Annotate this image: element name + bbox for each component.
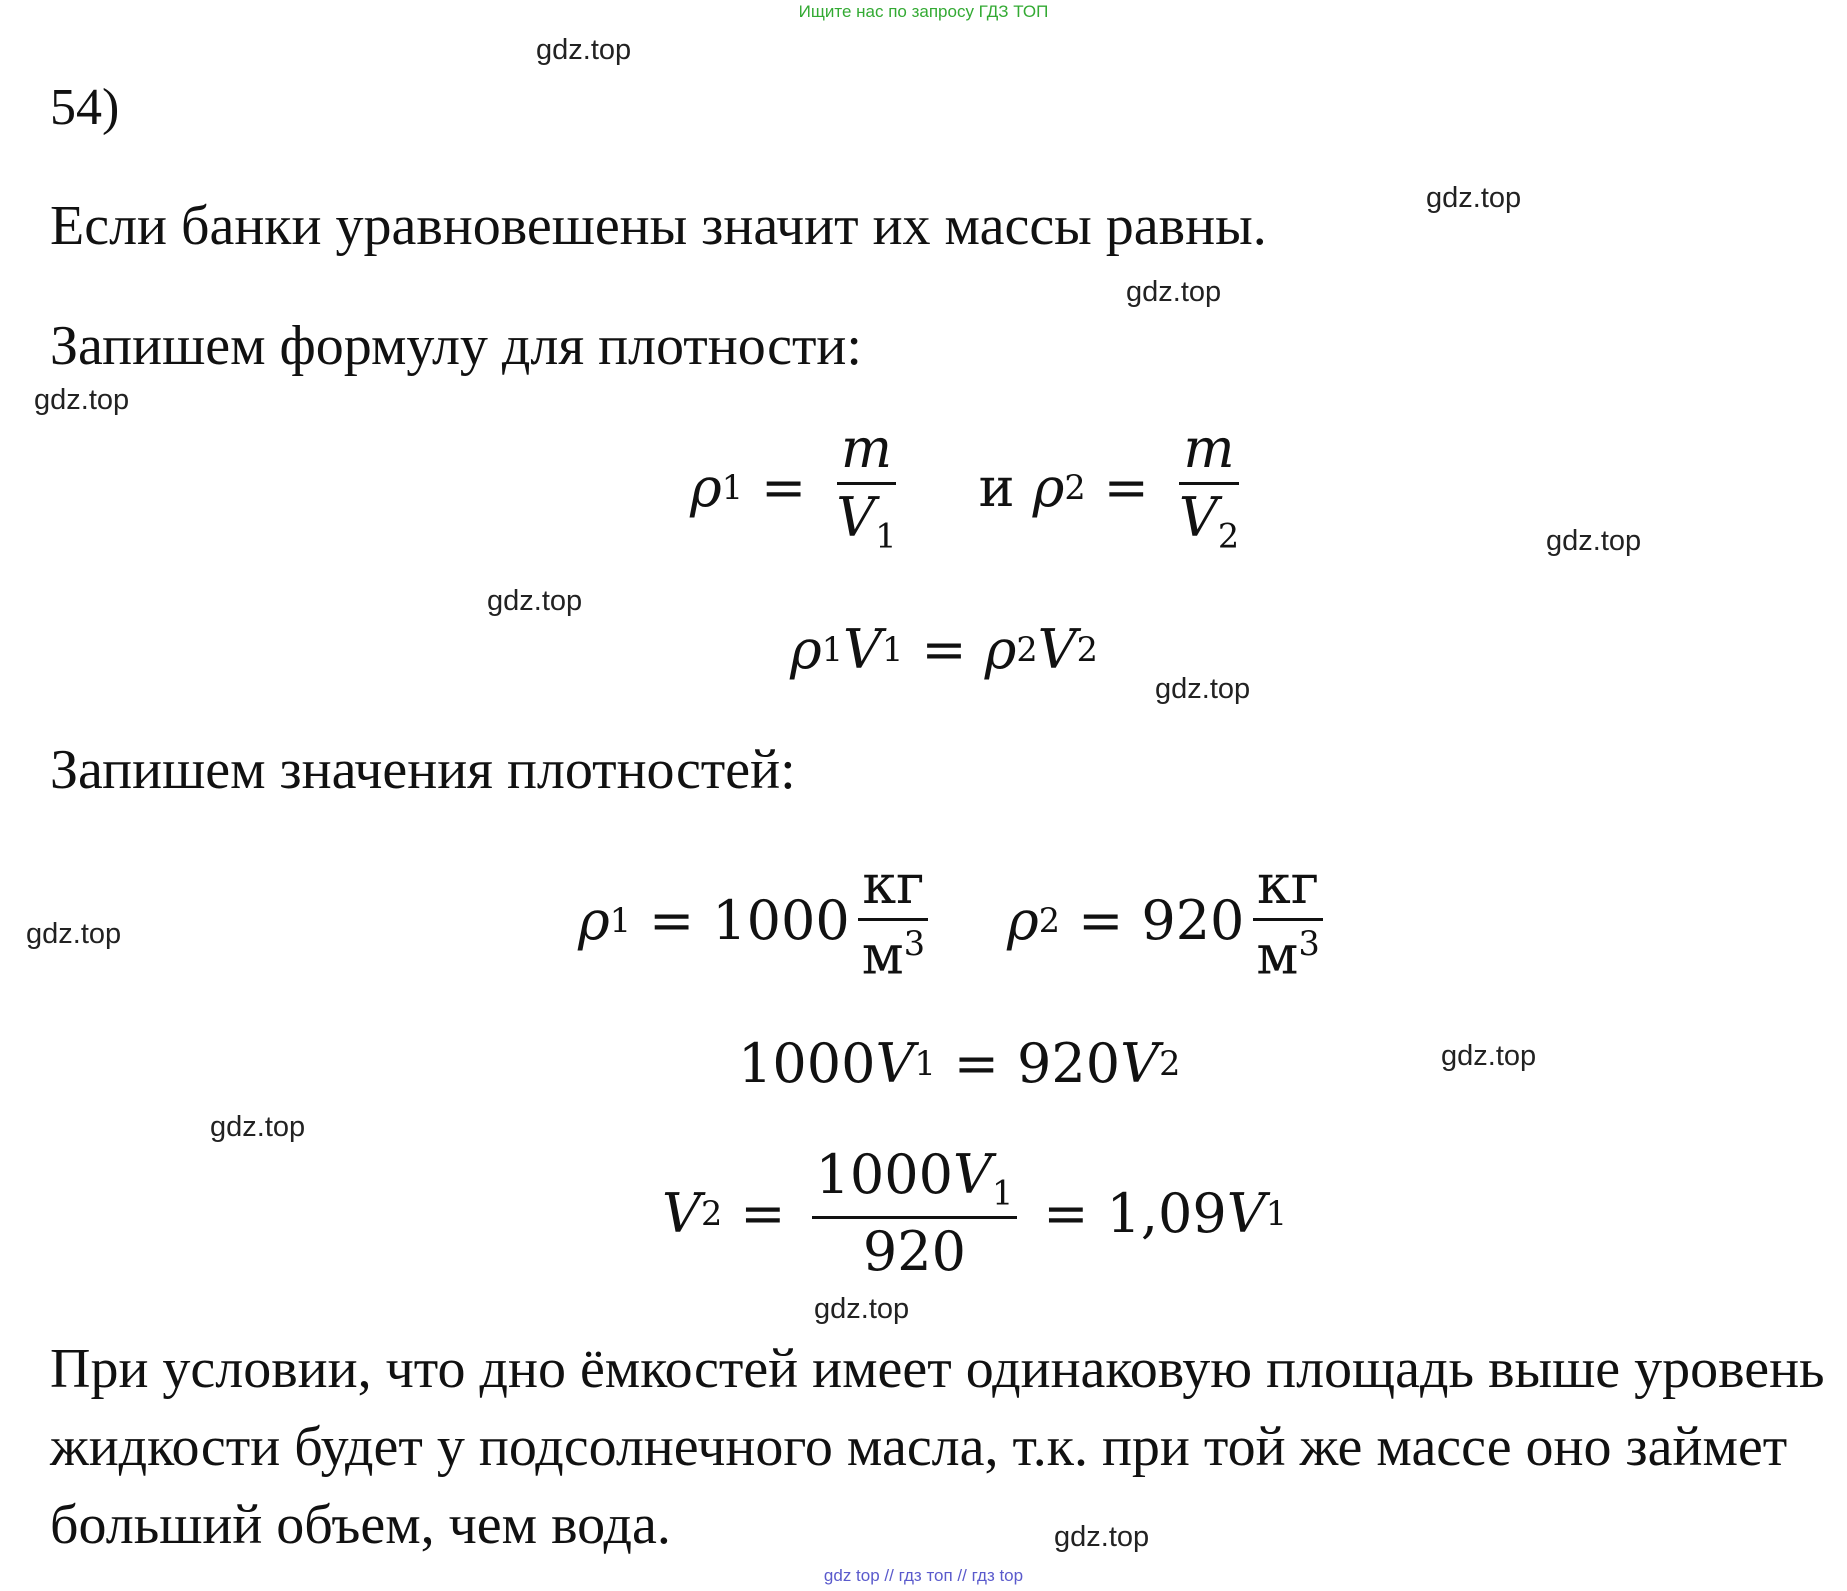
- footer-links: gdz top // гдз топ // гдз top: [823, 1566, 1024, 1585]
- unit-numerator: кг: [858, 858, 928, 921]
- subscript: 1: [721, 468, 744, 508]
- symbol-rho: ρ: [690, 456, 722, 520]
- watermark: gdz.top: [26, 918, 122, 950]
- denominator: 920: [862, 1220, 966, 1284]
- symbol-v: V: [1226, 1182, 1266, 1246]
- symbol-v: V: [875, 1032, 915, 1095]
- numerator: m: [837, 422, 896, 485]
- watermark: gdz.top: [1126, 276, 1222, 308]
- equals-sign: =: [740, 1182, 786, 1246]
- fraction-m-over-v1: [832, 417, 900, 556]
- symbol-v: V: [843, 618, 883, 681]
- subscript: 1: [821, 630, 844, 669]
- subscript: 1: [914, 1044, 936, 1083]
- result-coefficient: 1,09: [1106, 1182, 1227, 1246]
- subscript: 2: [1076, 630, 1098, 669]
- symbol-v: V: [836, 486, 876, 549]
- equals-sign: =: [1103, 456, 1149, 520]
- symbol-v: V: [952, 1143, 992, 1206]
- numerator: [812, 1143, 1018, 1219]
- unit-denominator: [858, 921, 929, 987]
- watermark: gdz.top: [1155, 673, 1251, 705]
- formula-numeric-equality: [738, 1032, 1180, 1095]
- symbol-v: V: [1120, 1032, 1160, 1095]
- symbol-rho: ρ: [790, 618, 822, 681]
- equals-sign: =: [649, 888, 695, 952]
- text-line-density-values: Запишем значения плотностей:: [50, 739, 796, 801]
- subscript: 1: [609, 900, 632, 940]
- fraction-m-over-v2: [1175, 417, 1243, 556]
- watermark: gdz.top: [814, 1293, 910, 1325]
- unit-numerator: кг: [1253, 858, 1323, 921]
- coefficient: 1000: [738, 1032, 876, 1095]
- subscript: 2: [1159, 1044, 1181, 1083]
- subscript: 1: [1265, 1194, 1288, 1234]
- unit-meter: м: [1256, 923, 1299, 987]
- watermark: gdz.top: [210, 1111, 306, 1143]
- fraction-volume-ratio: [812, 1143, 1018, 1284]
- equals-sign: =: [1078, 888, 1124, 952]
- equals-sign: =: [953, 1032, 999, 1095]
- subscript: 2: [1038, 900, 1061, 940]
- coefficient: 920: [1016, 1032, 1121, 1095]
- numerator: m: [1179, 422, 1238, 485]
- unit-power: 3: [1298, 924, 1320, 963]
- formula-volume-result: [662, 1143, 1288, 1284]
- watermark: gdz.top: [1426, 182, 1522, 214]
- equals-sign: =: [1043, 1182, 1089, 1246]
- equals-sign: =: [761, 456, 807, 520]
- unit-kg-per-m3: [1252, 853, 1323, 987]
- symbol-v: V: [662, 1182, 701, 1246]
- denominator: [1175, 485, 1243, 556]
- water-density-value: 1000: [712, 888, 850, 952]
- subscript: 2: [701, 1194, 723, 1234]
- conclusion-paragraph: При условии, что дно ёмкостей имеет одинаковую площадь выше уровень жидкости будет у подсолнечного масла, т.к. при той же массе оно займет больший объем, чем вода.: [50, 1338, 1825, 1556]
- conjunction-and: и: [978, 456, 1015, 520]
- symbol-rho: ρ: [1007, 888, 1039, 952]
- symbol-v: V: [1037, 618, 1077, 681]
- symbol-rho: ρ: [578, 888, 610, 952]
- unit-meter: м: [861, 923, 904, 987]
- watermark: gdz.top: [1054, 1521, 1150, 1553]
- subscript: 1: [882, 630, 904, 669]
- watermark: gdz.top: [1546, 525, 1642, 557]
- denominator: [832, 485, 900, 556]
- formula-mass-equality: [790, 618, 1098, 681]
- watermark: gdz.top: [1441, 1040, 1537, 1072]
- symbol-v: V: [1178, 486, 1218, 549]
- formula-density-definitions: [690, 417, 1251, 556]
- unit-power: 3: [903, 924, 926, 963]
- text-line-masses-equal: Если банки уравновешены значит их массы равны.: [50, 195, 1267, 257]
- subscript: 1: [875, 516, 897, 556]
- watermark: gdz.top: [487, 585, 583, 617]
- subscript: 2: [1217, 516, 1240, 556]
- unit-denominator: [1252, 921, 1323, 987]
- formula-density-values: [578, 853, 1332, 987]
- coefficient: 1000: [815, 1143, 953, 1206]
- oil-density-value: 920: [1141, 888, 1245, 952]
- subscript: 2: [1016, 630, 1038, 669]
- problem-number: 54): [50, 79, 120, 136]
- text-line-density-formula: Запишем формулу для плотности:: [50, 315, 862, 377]
- equals-sign: =: [921, 618, 967, 681]
- watermark: gdz.top: [536, 34, 632, 66]
- subscript: 2: [1064, 468, 1086, 508]
- symbol-rho: ρ: [984, 618, 1017, 681]
- top-banner: Ищите нас по запросу ГДЗ ТОП: [798, 2, 1049, 21]
- unit-kg-per-m3: [858, 853, 929, 987]
- subscript: 1: [991, 1173, 1014, 1213]
- watermark: gdz.top: [34, 384, 130, 416]
- symbol-rho: ρ: [1032, 456, 1065, 520]
